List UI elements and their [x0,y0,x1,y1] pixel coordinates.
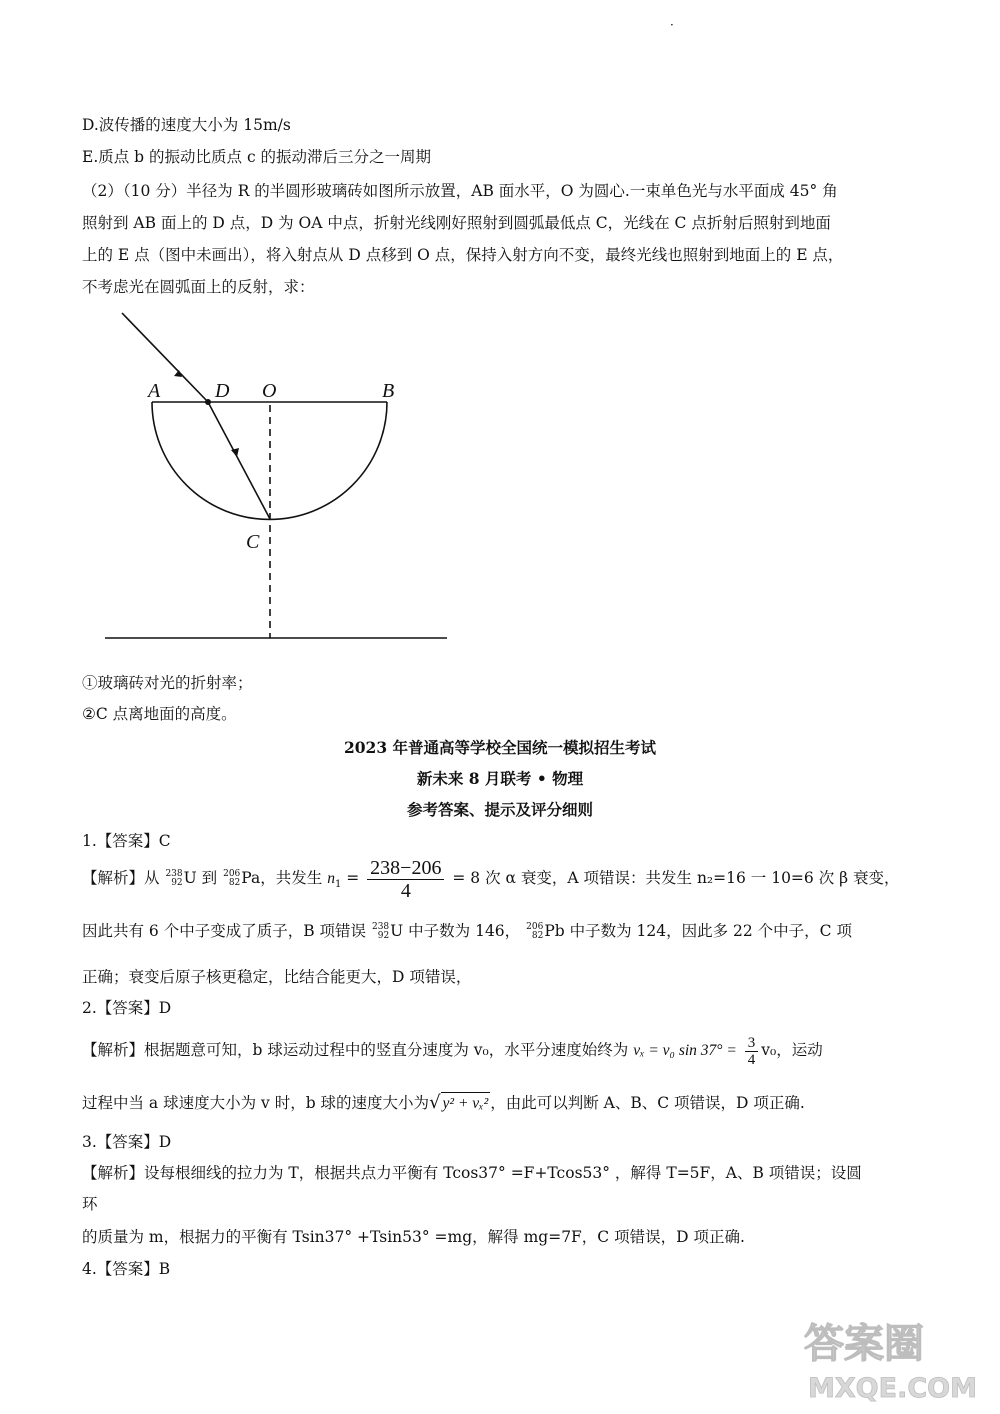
answer-key-title: 参考答案、提示及评分细则 [406,800,593,819]
answer-1-label: 1.【答案】C [82,832,171,850]
label-d: D [215,380,230,402]
top-mark: · [670,18,674,32]
answer-2-line-1: 【解析】根据题意可知，b 球运动过程中的竖直分速度为 v₀，水平分速度始终为 vₓ = v₀ sin 37° = $\frac{3}{4}$ v₀，运动 [82,1034,823,1068]
site-watermark-logo [798,1311,978,1406]
n1-symbol: n [327,870,335,887]
three-quarter-fraction: $\frac{3}{4}$ [745,1035,759,1068]
watermark-chinese: 答案圈 [804,1321,924,1367]
exam-subtitle: 新未来 8 月联考 • 物理 [416,769,584,788]
incident-ray [122,313,208,402]
refracted-ray [208,402,270,519]
problem-line-3: 上的 E 点（图中未画出），将入射点从 D 点移到 O 点，保持入射方向不变，最终光线也照射到地面上的 E 点， [82,246,844,264]
sqrt-expression: y² + vₓ² [441,1092,491,1115]
label-b: B [382,380,395,402]
pb206-indices: 206 82 [526,922,544,941]
pa-symbol: Pa [241,869,261,887]
to-word: 到 [196,869,218,887]
answer-4-label: 4.【答案】B [82,1260,171,1278]
answer-3-line-2: 环 [82,1195,98,1213]
pa-isotope-indices: 206 82 [223,869,241,888]
u-isotope-indices: 238 92 [165,869,183,888]
answer-1-line-2: 因此共有 6 个中子变成了质子，B 项错误 238 92U 中子数为 146， 206 82Pb 中子数为 124，因此多 22 个中子，C 项 [82,922,852,941]
glass-semicircle-diagram [100,305,460,650]
answer-1-line-1: 【解析】从 238 92U 到 206 82Pa，共发生 $n_1$ = $\frac{238-206}{4}$ = 8 次 α 衰变，A 项错误：共发生 n₂=16 一 10=6 次 β 衰变， [82,856,900,902]
u-symbol: U [183,869,197,887]
answer-3-line-3: 的质量为 m，根据力的平衡有 Tsin37° +Tsin53° =mg，解得 mg=7F，C 项错误，D 项正确. [82,1228,745,1246]
answer-1-line-3: 正确；衰变后原子核更稳定，比结合能更大，D 项错误， [82,968,472,986]
label-o: O [262,380,277,402]
answer-2-label: 2.【答案】D [82,999,172,1017]
u238-indices: 238 92 [371,922,390,941]
watermark-url: MXQE.COM [808,1373,977,1404]
answer-3-line-1: 【解析】设每根细线的拉力为 T，根据共点力平衡有 Tcos37° =F+Tcos53° ，解得 T=5F，A、B 项错误；设圆 [82,1164,862,1182]
problem-line-1: （2）（10 分）半径为 R 的半圆形玻璃砖如图所示放置，AB 面水平，O 为圆心.一束单色光与水平面成 45° 角 [82,182,838,200]
answer-2-line-2: 过程中当 a 球速度大小为 v 时，b 球的速度大小为√ y² + vₓ² ，由此可以判断 A、B、C 项错误，D 项正确. [82,1092,805,1113]
analysis-prefix: 【解析】从 [82,869,160,887]
label-c: C [246,531,260,553]
question-1: ①玻璃砖对光的折射率； [82,674,253,692]
answer-3-label: 3.【答案】D [82,1133,172,1151]
velocity-formula: vₓ = v₀ sin 37° = [633,1042,737,1059]
option-e: E.质点 b 的振动比质点 c 的振动滞后三分之一周期 [82,148,432,166]
question-2: ②C 点离地面的高度。 [82,705,237,723]
option-d: D.波传播的速度大小为 15m/s [82,116,291,134]
point-d-dot [205,399,211,405]
alpha-decay-fraction: $\frac{238-206}{4}$ [367,857,444,902]
problem-line-2: 照射到 AB 面上的 D 点，D 为 OA 中点，折射光线刚好照射到圆弧最低点 C，光线在 C 点折射后照射到地面 [82,214,831,232]
exam-title: 2023 年普通高等学校全国统一模拟招生考试 [343,738,657,757]
label-a: A [148,380,161,402]
problem-line-4: 不考虑光在圆弧面上的反射，求： [82,278,315,296]
